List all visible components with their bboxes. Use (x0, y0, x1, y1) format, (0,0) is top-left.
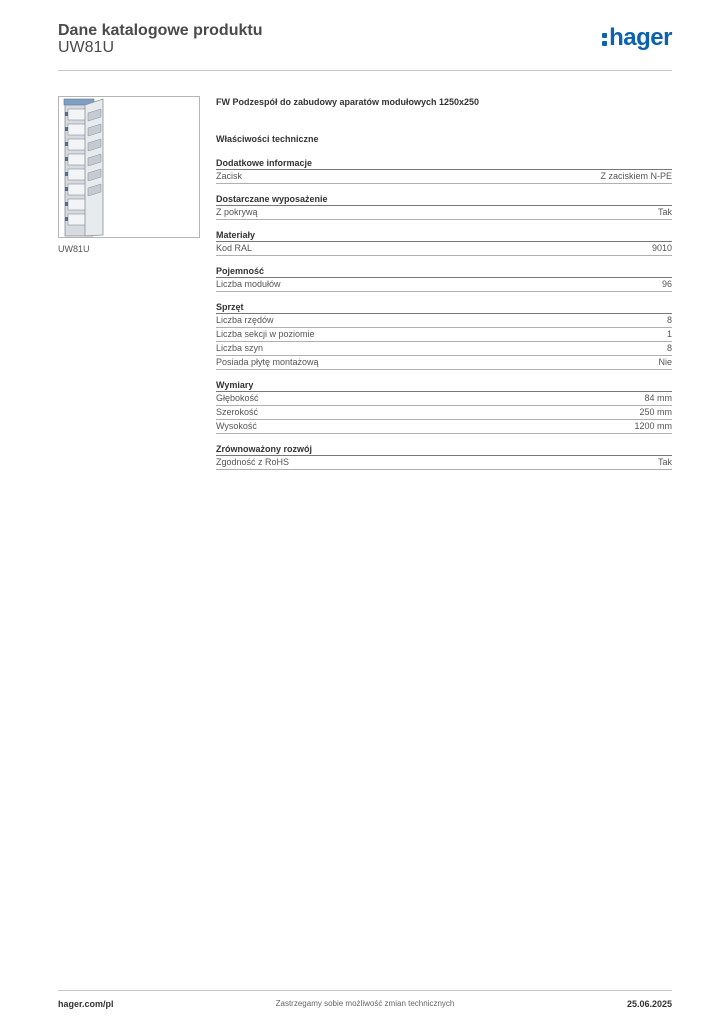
property-label: Liczba rzędów (216, 315, 274, 325)
property-value: 8 (666, 343, 672, 353)
group-pojemnosc (216, 265, 672, 292)
property-value: Nie (658, 357, 672, 367)
property-label: Z pokrywą (216, 207, 258, 217)
document-title: Dane katalogowe produktu (58, 22, 263, 39)
property-row (216, 456, 672, 470)
group-title: Pojemność (216, 266, 265, 276)
property-label: Liczba szyn (216, 343, 264, 353)
property-value: 8 (666, 315, 672, 325)
property-row (216, 170, 672, 184)
property-row (216, 278, 672, 292)
group-title: Wymiary (216, 380, 254, 390)
property-label: Liczba sekcji w poziomie (216, 329, 315, 339)
product-illustration-icon (59, 97, 199, 237)
product-details (216, 96, 672, 470)
property-row (216, 342, 672, 356)
page-header (58, 20, 672, 71)
property-row (216, 206, 672, 220)
group-title: Dodatkowe informacje (216, 158, 313, 168)
property-row (216, 242, 672, 256)
property-label: Liczba modułów (216, 279, 281, 289)
property-label: Wysokość (216, 421, 257, 431)
property-row (216, 406, 672, 420)
property-value: 9010 (651, 243, 672, 253)
property-label: Głębokość (216, 393, 259, 403)
group-materialy (216, 229, 672, 256)
property-label: Kod RAL (216, 243, 253, 253)
section-title: Właściwości techniczne (216, 134, 319, 144)
product-image-caption: UW81U (58, 244, 90, 254)
property-value: 250 mm (639, 407, 672, 417)
footer-disclaimer: Zastrzegamy sobie możliwość zmian technicznych (275, 999, 455, 1008)
property-value: 1200 mm (634, 421, 672, 431)
group-sprzet (216, 301, 672, 370)
property-value: 84 mm (644, 393, 672, 403)
logo-colon-mark (602, 30, 607, 48)
group-dodatkowe-informacje (216, 157, 672, 184)
group-zrownowazony-rozwoj (216, 443, 672, 470)
product-name: FW Podzespół do zabudowy aparatów modułowych 1250x250 (216, 97, 480, 107)
property-value: 96 (661, 279, 672, 289)
page-footer (58, 990, 672, 1009)
group-title: Zrównoważony rozwój (216, 444, 312, 454)
property-value: Tak (657, 207, 672, 217)
property-value: Z zaciskiem N-PE (600, 171, 672, 181)
property-label: Szerokość (216, 407, 259, 417)
property-value: 1 (666, 329, 672, 339)
property-row (216, 328, 672, 342)
product-image (58, 96, 200, 238)
footer-website-link[interactable]: hager.com/pl (58, 999, 114, 1009)
product-code: UW81U (58, 39, 115, 56)
property-row (216, 314, 672, 328)
property-label: Zacisk (216, 171, 243, 181)
group-title: Sprzęt (216, 302, 244, 312)
hager-logo (602, 26, 672, 52)
property-value: Tak (657, 457, 672, 467)
property-row (216, 356, 672, 370)
property-label: Posiada płytę montażową (216, 357, 319, 367)
logo-text: hager (609, 24, 672, 51)
property-row (216, 392, 672, 406)
group-wymiary (216, 379, 672, 434)
footer-date: 25.06.2025 (626, 999, 672, 1009)
group-title: Dostarczane wyposażenie (216, 194, 328, 204)
group-title: Materiały (216, 230, 256, 240)
property-row (216, 420, 672, 434)
property-label: Zgodność z RoHS (216, 457, 290, 467)
group-dostarczane-wyposazenie (216, 193, 672, 220)
